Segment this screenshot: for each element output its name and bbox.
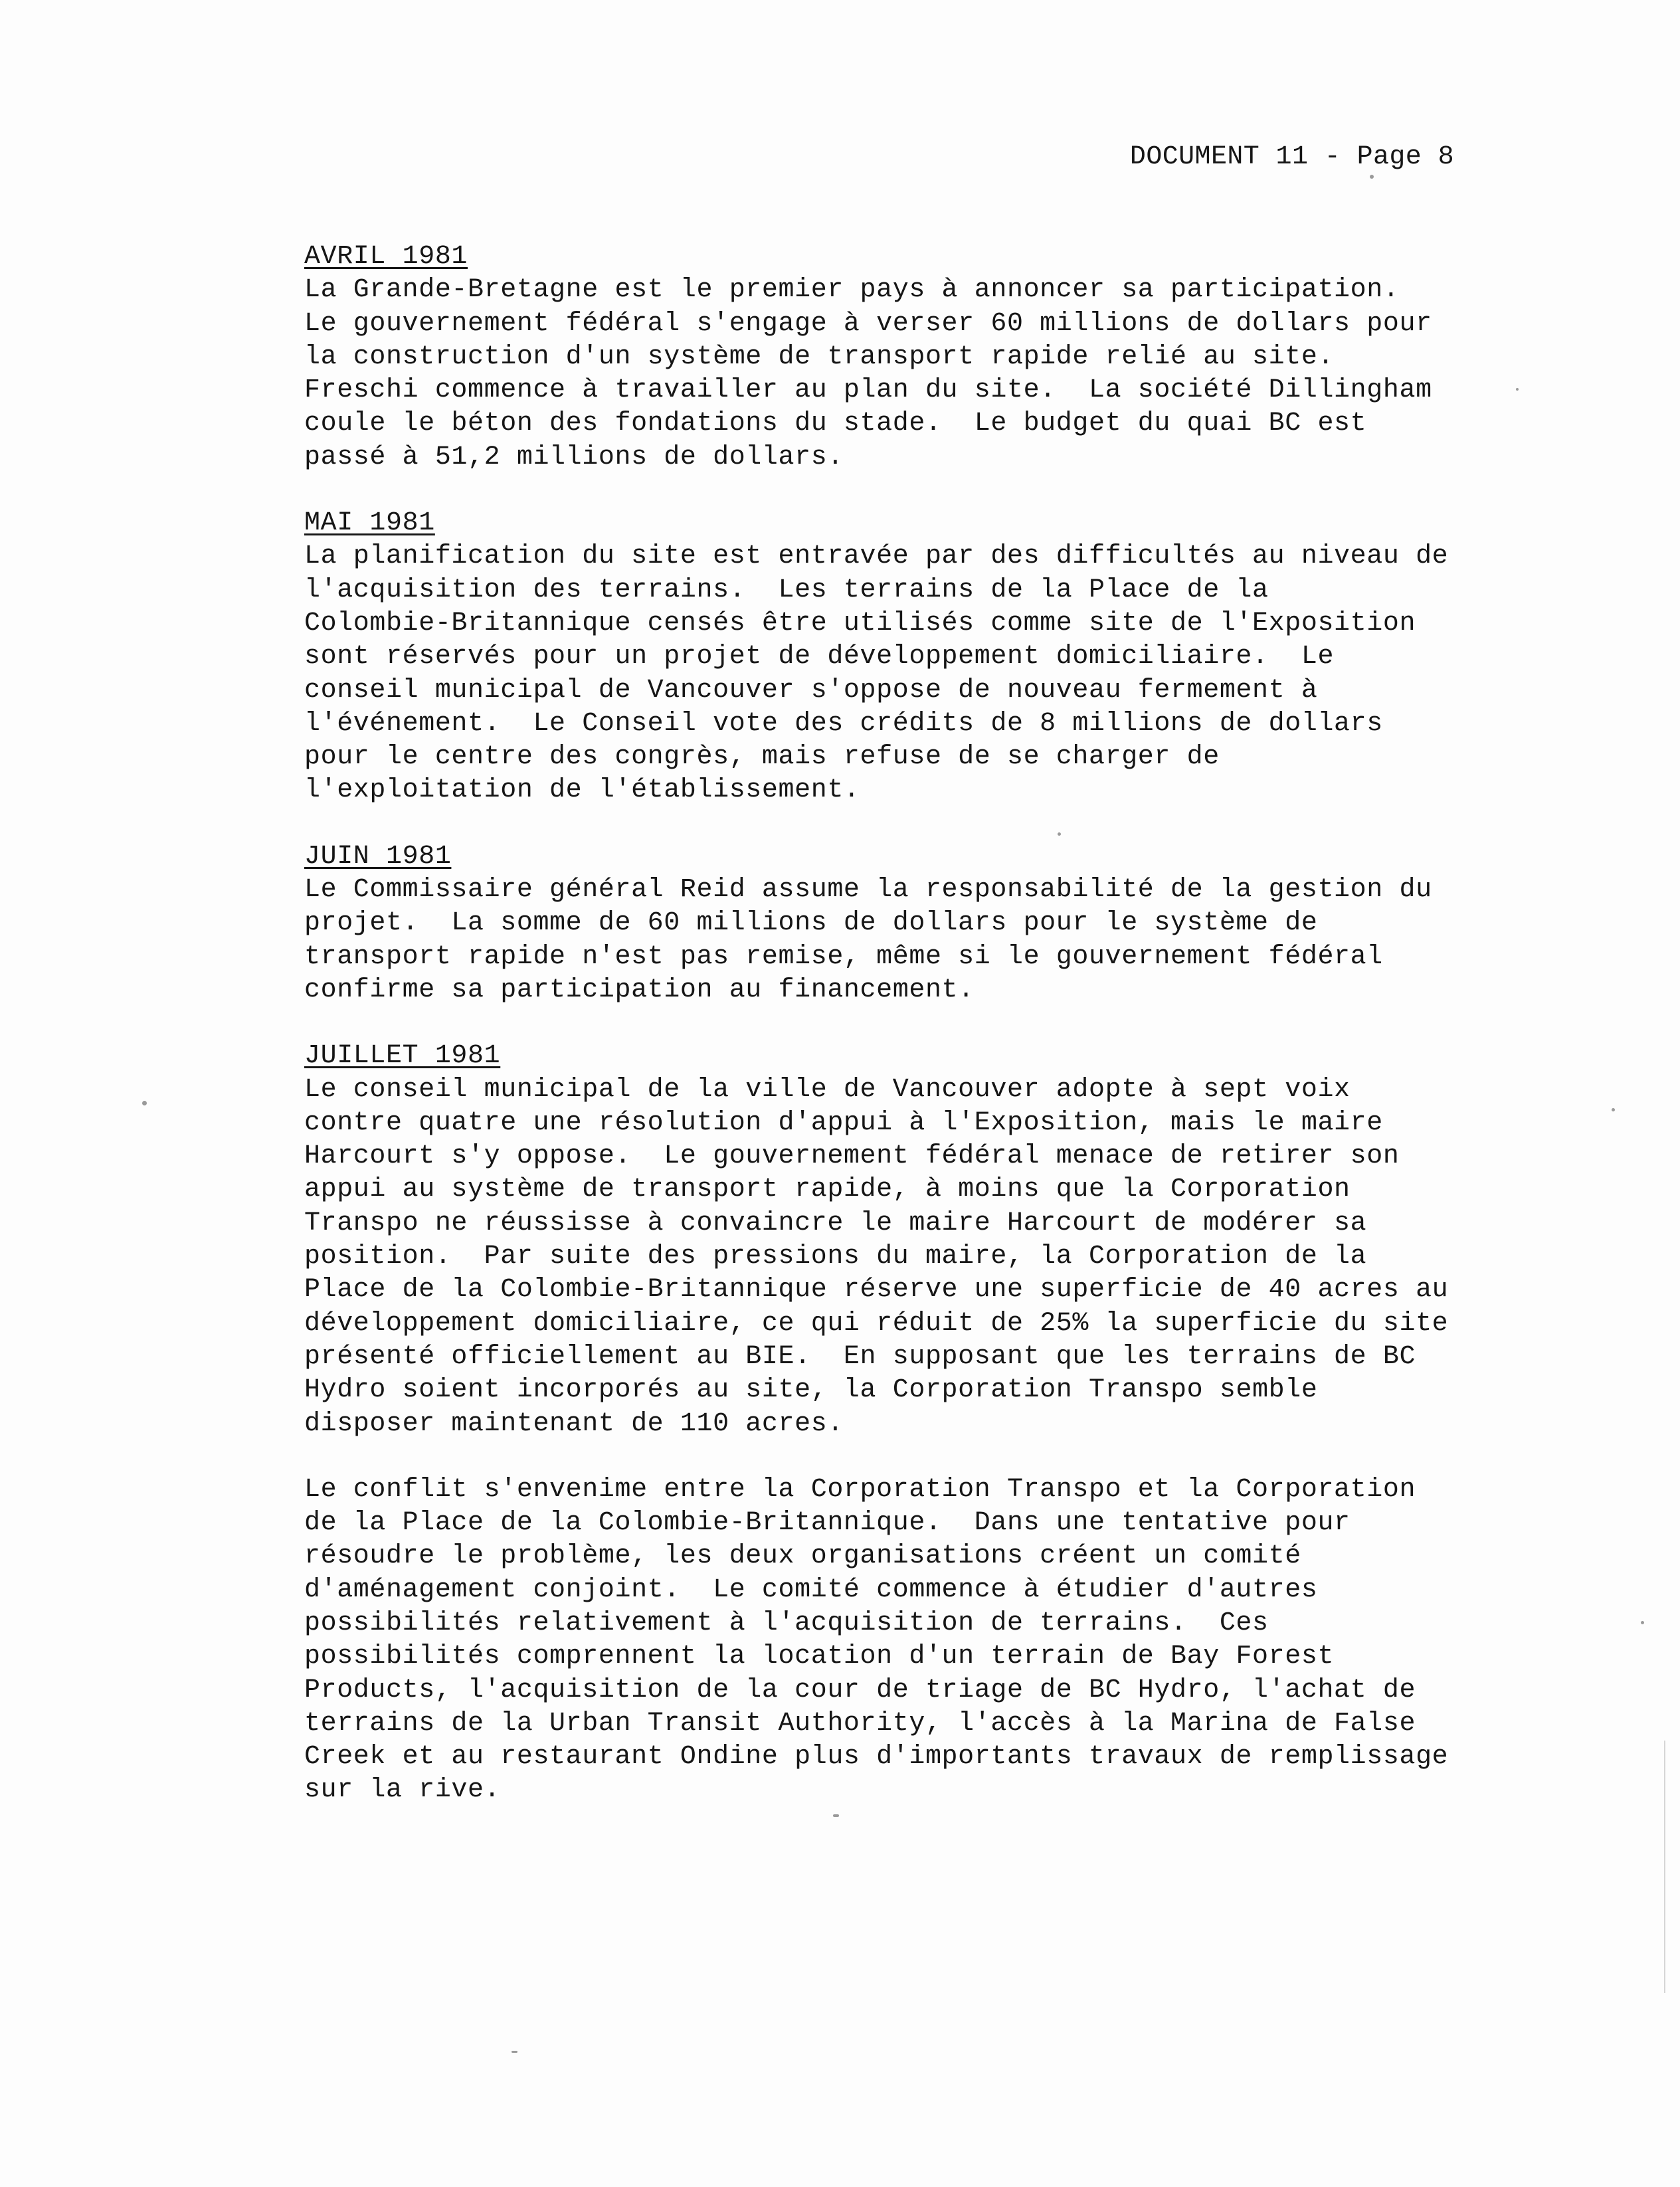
paragraph-line: Le gouvernement fédéral s'engage à verser 60 millions de dollars pour	[304, 308, 1432, 339]
paragraph-line: Place de la Colombie-Britannique réserve une superficie de 40 acres au	[304, 1275, 1449, 1305]
paragraph-line: confirme sa participation au financement.	[304, 975, 975, 1005]
section	[304, 840, 1500, 1007]
paragraph-line: appui au système de transport rapide, à moins que la Corporation	[304, 1175, 1351, 1205]
page-header: DOCUMENT 11 - Page 8	[1129, 142, 1454, 172]
paragraph-line: Le conflit s'envenime entre la Corporation Transpo et la Corporation	[304, 1474, 1416, 1505]
paragraph-line: Hydro soient incorporés au site, la Corporation Transpo semble	[304, 1375, 1318, 1406]
paragraph-line: passé à 51,2 millions de dollars.	[304, 442, 844, 472]
paragraph-line: contre quatre une résolution d'appui à l'Exposition, mais le maire	[304, 1107, 1383, 1138]
paragraph-line: Freschi commence à travailler au plan du site. La société Dillingham	[304, 375, 1432, 406]
paragraph-line: coule le béton des fondations du stade. Le budget du quai BC est	[304, 409, 1367, 439]
section-heading: AVRIL 1981	[304, 242, 468, 272]
section	[304, 1474, 1500, 1808]
section-heading-line	[304, 1040, 1500, 1073]
scan-speck	[142, 1101, 147, 1105]
paragraph-line: disposer maintenant de 110 acres.	[304, 1408, 844, 1439]
scan-speck	[512, 2051, 517, 2053]
paragraph-line: position. Par suite des pressions du maire, la Corporation de la	[304, 1242, 1367, 1272]
section	[304, 507, 1500, 808]
section	[304, 240, 1500, 474]
section-heading: JUIN 1981	[304, 841, 452, 872]
paragraph-line: Colombie-Britannique censés être utilisés comme site de l'Exposition	[304, 608, 1416, 638]
paragraph-line: d'aménagement conjoint. Le comité commence à étudier d'autres	[304, 1574, 1318, 1605]
scan-speck	[833, 1814, 839, 1817]
section-heading-line	[304, 240, 1500, 274]
paragraph-line: pour le centre des congrès, mais refuse de se charger de	[304, 742, 1220, 773]
section-heading-line	[304, 507, 1500, 540]
paragraph-line: résoudre le problème, les deux organisations créent un comité	[304, 1541, 1301, 1572]
paragraph-line: conseil municipal de Vancouver s'oppose de nouveau fermement à	[304, 675, 1318, 706]
section-heading: MAI 1981	[304, 508, 435, 539]
paragraph-line: Harcourt s'y oppose. Le gouvernement fédéral menace de retirer son	[304, 1141, 1400, 1172]
paragraph-line: Le conseil municipal de la ville de Vancouver adopte à sept voix	[304, 1074, 1351, 1105]
paragraph-line: développement domiciliaire, ce qui réduit de 25% la superficie du site	[304, 1308, 1449, 1339]
document-body	[304, 240, 1500, 1840]
paragraph-line: projet. La somme de 60 millions de dollars pour le système de	[304, 908, 1318, 939]
paragraph-line: l'acquisition des terrains. Les terrains de la Place de la	[304, 575, 1269, 605]
paragraph-line: possibilités relativement à l'acquisition de terrains. Ces	[304, 1608, 1269, 1638]
paragraph-line: Le Commissaire général Reid assume la responsabilité de la gestion du	[304, 875, 1432, 905]
paragraph-line: Transpo ne réussisse à convaincre le maire Harcourt de modérer sa	[304, 1208, 1367, 1238]
paragraph-line: La Grande-Bretagne est le premier pays à annoncer sa participation.	[304, 275, 1400, 306]
paragraph-line: possibilités comprennent la location d'un terrain de Bay Forest	[304, 1642, 1335, 1672]
section	[304, 1040, 1500, 1441]
section-heading: JUILLET 1981	[304, 1041, 501, 1072]
paragraph-line: Creek et au restaurant Ondine plus d'importants travaux de remplissage	[304, 1742, 1449, 1772]
scan-speck	[1612, 1108, 1615, 1111]
section-heading-line	[304, 840, 1500, 874]
scan-speck	[1516, 388, 1519, 391]
paragraph-line: Products, l'acquisition de la cour de triage de BC Hydro, l'achat de	[304, 1675, 1416, 1705]
paragraph-line: l'événement. Le Conseil vote des crédits de 8 millions de dollars	[304, 708, 1383, 739]
scan-speck	[1641, 1621, 1644, 1624]
paragraph-line: l'exploitation de l'établissement.	[304, 775, 860, 806]
paragraph-line: sur la rive.	[304, 1775, 501, 1806]
paragraph-line: présenté officiellement au BIE. En supposant que les terrains de BC	[304, 1341, 1416, 1372]
paragraph-line: transport rapide n'est pas remise, même si le gouvernement fédéral	[304, 941, 1383, 972]
paragraph-line: la construction d'un système de transport rapide relié au site.	[304, 341, 1335, 372]
paragraph-line: terrains de la Urban Transit Authority, l'accès à la Marina de False	[304, 1708, 1416, 1739]
paragraph-line: de la Place de la Colombie-Britannique. Dans une tentative pour	[304, 1508, 1351, 1539]
paragraph-line: La planification du site est entravée par des difficultés au niveau de	[304, 541, 1449, 572]
scan-speck	[1058, 832, 1061, 836]
scan-edge-line	[1664, 1741, 1665, 1993]
paragraph-line: sont réservés pour un projet de développement domiciliaire. Le	[304, 642, 1335, 672]
scan-speck	[1370, 175, 1374, 179]
